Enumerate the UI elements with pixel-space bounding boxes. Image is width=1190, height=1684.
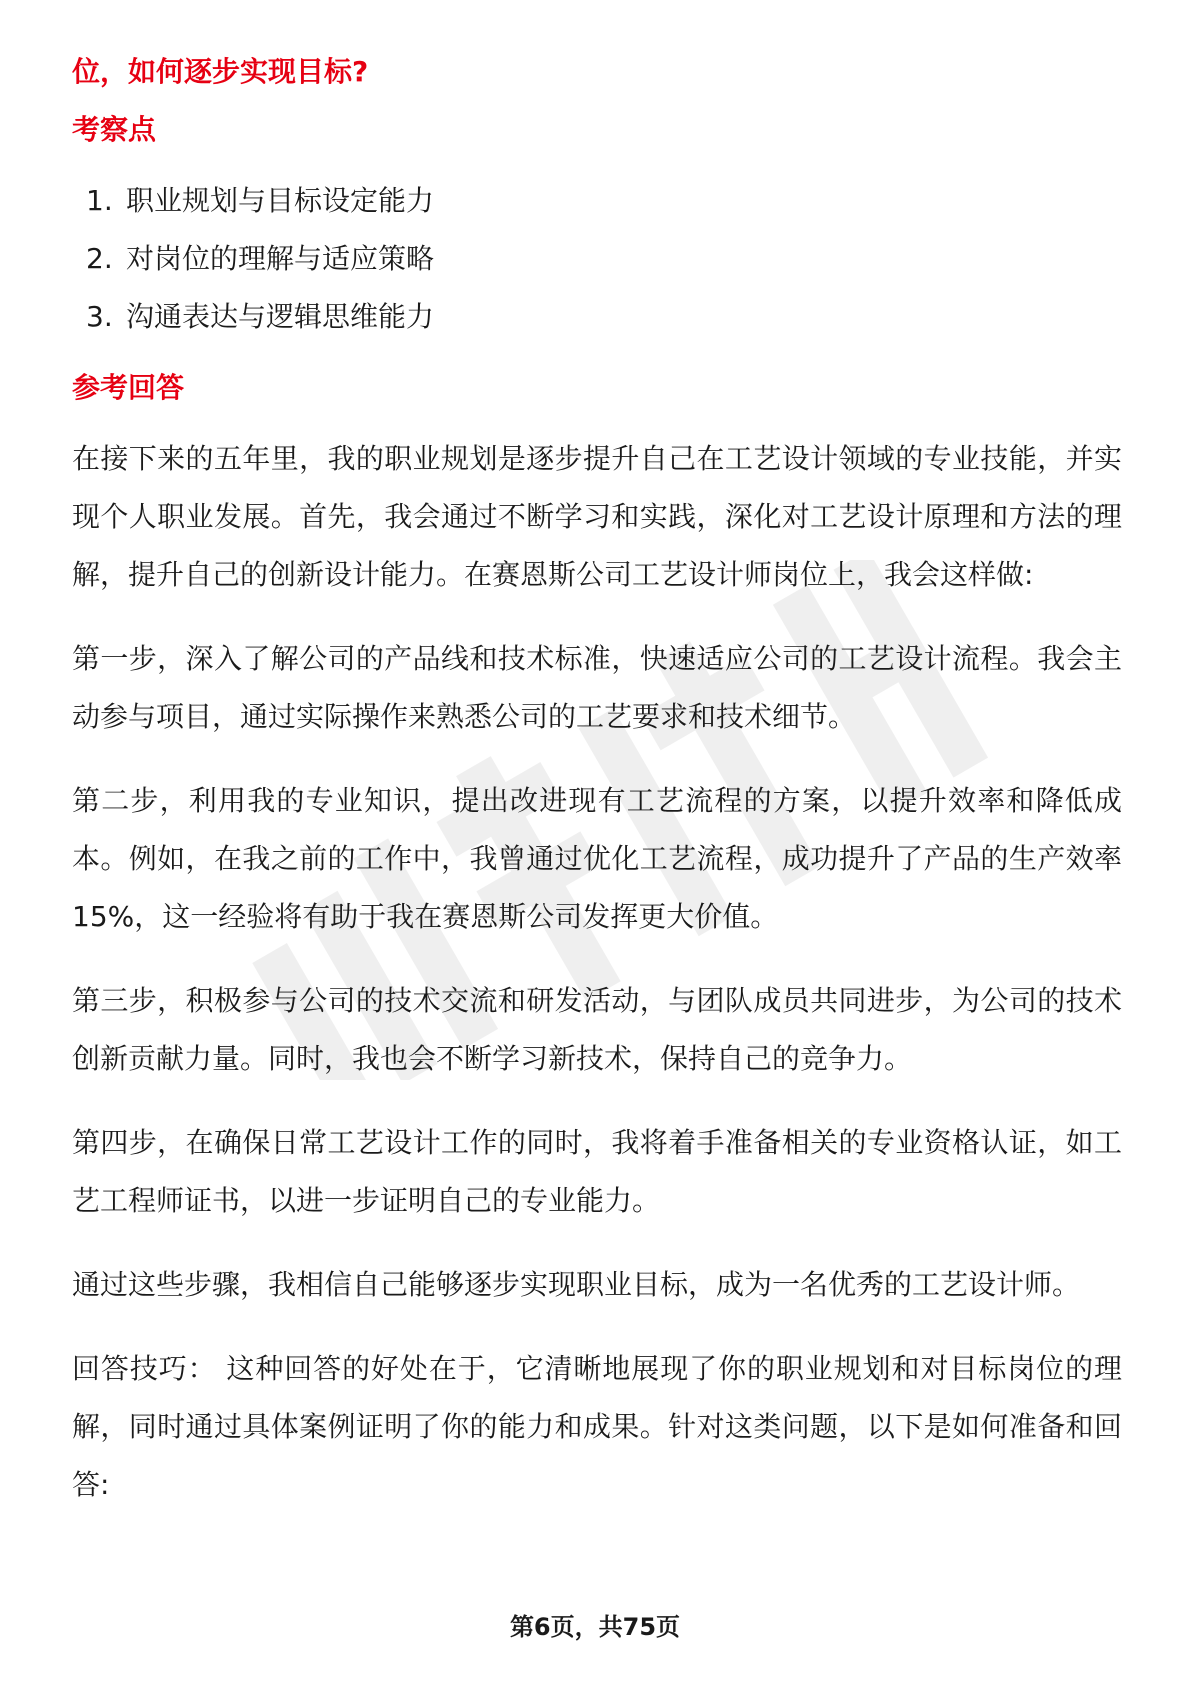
step-three-paragraph: 第三步，积极参与公司的技术交流和研发活动，与团队成员共同进步，为公司的技术创新贡献力量。同时，我也会不断学习新技术，保持自己的竞争力。 <box>72 984 1122 1075</box>
list-item-number: 1. <box>86 184 113 217</box>
list-item <box>86 288 1122 346</box>
answer-tips-paragraph: 回答技巧： 这种回答的好处在于，它清晰地展现了你的职业规划和对目标岗位的理解，同时通过具体案例证明了你的能力和成果。针对这类问题，以下是如何准备和回答: <box>72 1352 1122 1501</box>
key-points-list <box>72 172 1122 346</box>
list-item <box>86 230 1122 288</box>
conclusion-paragraph: 通过这些步骤，我相信自己能够逐步实现职业目标，成为一名优秀的工艺设计师。 <box>72 1268 1081 1301</box>
answer-intro-paragraph: 在接下来的五年里，我的职业规划是逐步提升自己在工艺设计领域的专业技能，并实现个人职业发展。首先，我会通过不断学习和实践，深化对工艺设计原理和方法的理解，提升自己的创新设计能力。在赛恩斯公司工艺设计师岗位上，我会这样做: <box>72 442 1122 591</box>
list-item-number: 2. <box>86 242 113 275</box>
step-one-paragraph: 第一步，深入了解公司的产品线和技术标准，快速适应公司的工艺设计流程。我会主动参与项目，通过实际操作来熟悉公司的工艺要求和技术细节。 <box>72 642 1122 733</box>
key-points-heading: 考察点 <box>72 113 157 146</box>
answer-heading: 参考回答 <box>72 371 185 404</box>
main-content <box>72 52 1122 1540</box>
list-item-text: 职业规划与目标设定能力 <box>126 184 435 217</box>
page-number-footer: 第6页，共75页 <box>509 1613 681 1641</box>
list-item <box>86 172 1122 230</box>
step-two-paragraph: 第二步，利用我的专业知识，提出改进现有工艺流程的方案，以提升效率和降低成本。例如，在我之前的工作中，我曾通过优化工艺流程，成功提升了产品的生产效率15%，这一经验将有助于我在赛恩斯公司发挥更大价值。 <box>72 784 1122 933</box>
step-four-paragraph: 第四步，在确保日常工艺设计工作的同时，我将着手准备相关的专业资格认证，如工艺工程师证书，以进一步证明自己的专业能力。 <box>72 1126 1122 1217</box>
list-item-number: 3. <box>86 300 113 333</box>
question-title: 位，如何逐步实现目标? <box>72 55 369 88</box>
list-item-text: 对岗位的理解与适应策略 <box>126 242 435 275</box>
list-item-text: 沟通表达与逻辑思维能力 <box>126 300 435 333</box>
